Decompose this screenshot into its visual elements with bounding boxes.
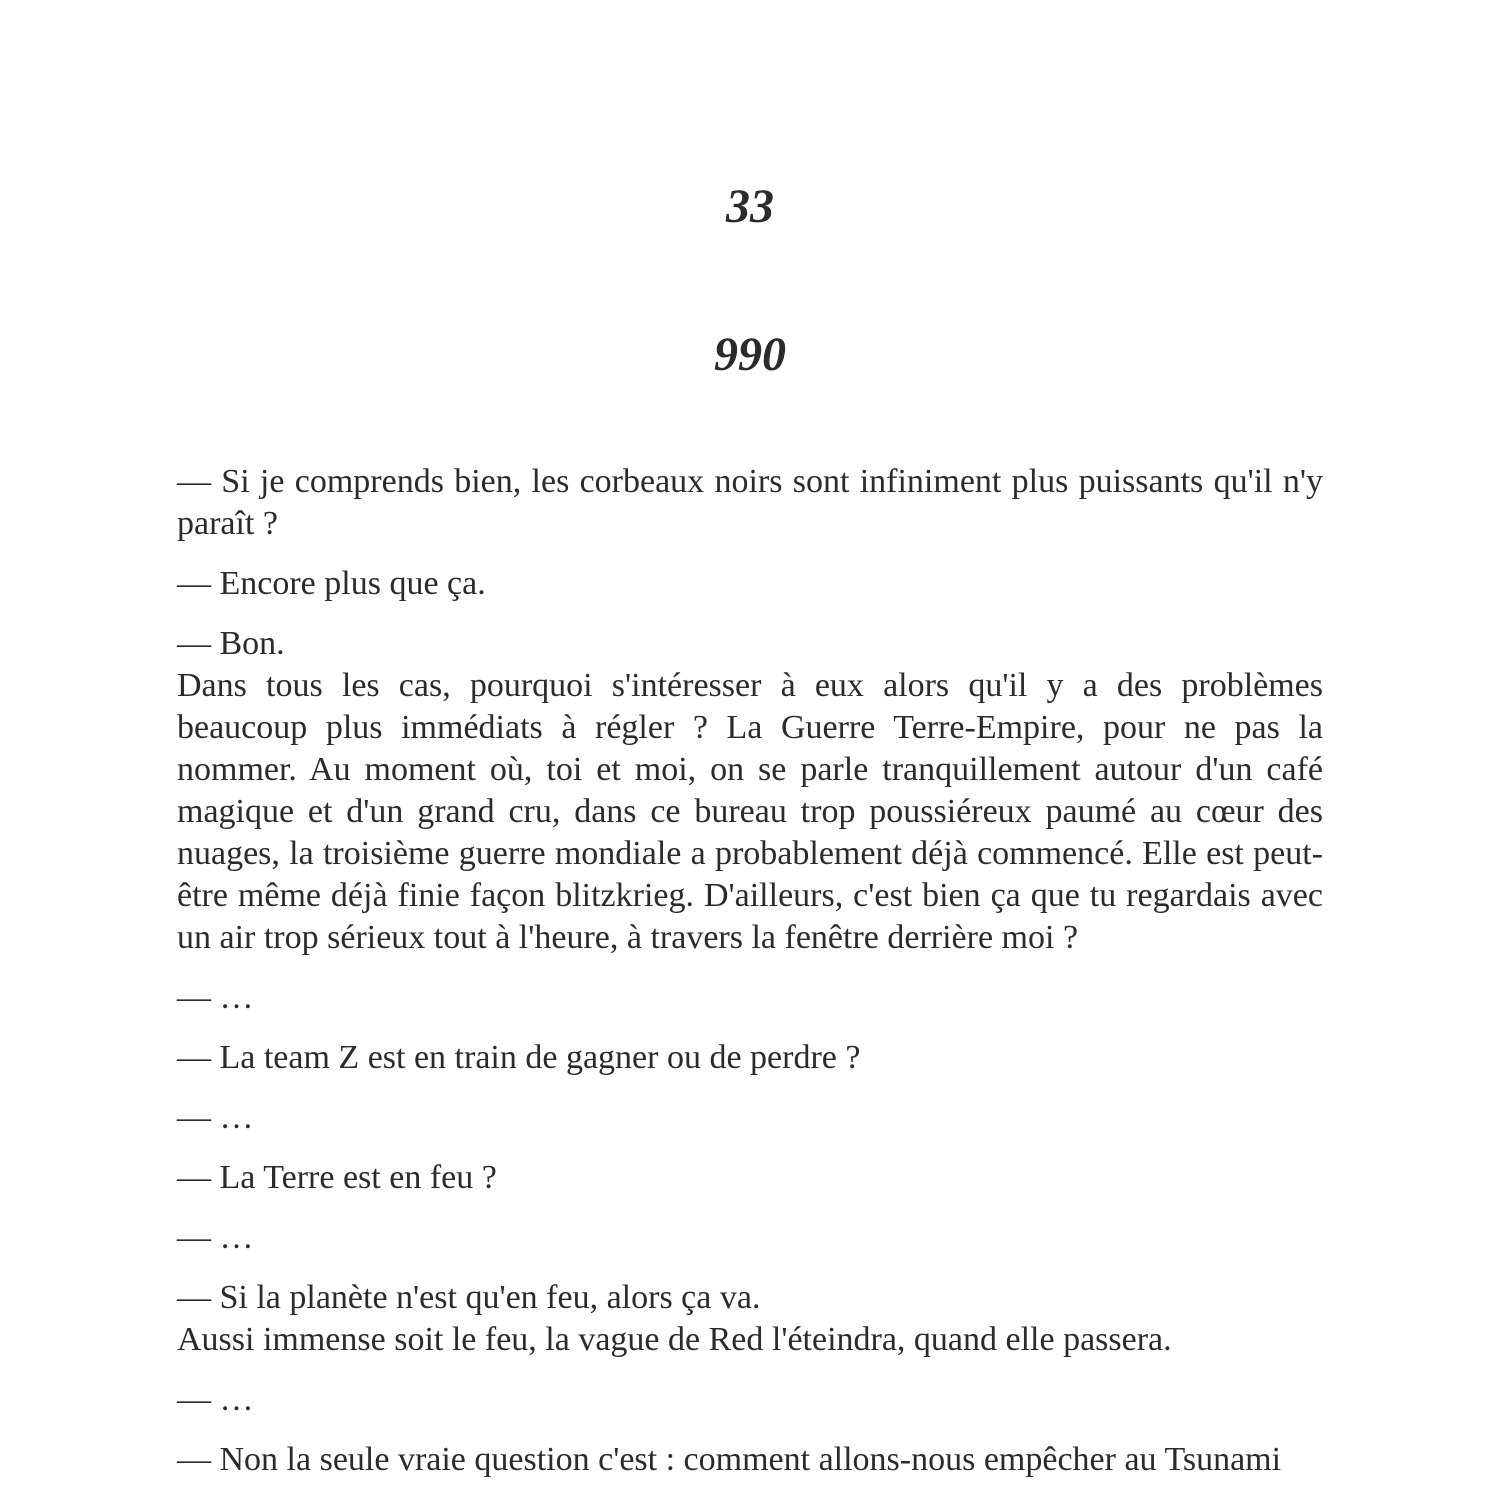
- paragraph: — La Terre est en feu ?: [177, 1159, 497, 1196]
- paragraph: — …: [177, 1381, 254, 1418]
- chapter-number: 33: [726, 180, 774, 233]
- paragraph: Aussi immense soit le feu, la vague de Red l'éteindra, quand elle passera.: [177, 1321, 1172, 1358]
- paragraph: — Si je comprends bien, les corbeaux noirs sont infiniment plus puissants qu'il n'y paraît ?: [177, 463, 1323, 542]
- chapter-body: [177, 461, 1323, 1481]
- paragraph: Dans tous les cas, pourquoi s'intéresser à eux alors qu'il y a des problèmes beaucoup plus immédiats à régler ? La Guerre Terre-Empire, pour ne pas la nommer. Au moment où, toi et moi, on se parle tranquillement autour d'un café magique et d'un grand cru, dans ce bureau trop poussiéreux paumé au cœur des nuages, la troisième guerre mondiale a probablement déjà commencé. Elle est peut-être même déjà finie façon blitzkrieg. D'ailleurs, c'est bien ça que tu regardais avec un air trop sérieux tout à l'heure, à travers la fenêtre derrière moi ?: [177, 667, 1323, 956]
- paragraph: — …: [177, 1219, 254, 1256]
- paragraph: — Bon.: [177, 625, 285, 662]
- paragraph: — Si la planète n'est qu'en feu, alors ça va.: [177, 1279, 761, 1316]
- chapter-title: 990: [714, 328, 786, 381]
- paragraph: — …: [177, 979, 254, 1016]
- paragraph: — Encore plus que ça.: [177, 565, 486, 602]
- paragraph: — La team Z est en train de gagner ou de perdre ?: [177, 1039, 861, 1076]
- paragraph: — …: [177, 1099, 254, 1136]
- paragraph: — Non la seule vraie question c'est : comment allons-nous empêcher au Tsunami: [177, 1441, 1282, 1478]
